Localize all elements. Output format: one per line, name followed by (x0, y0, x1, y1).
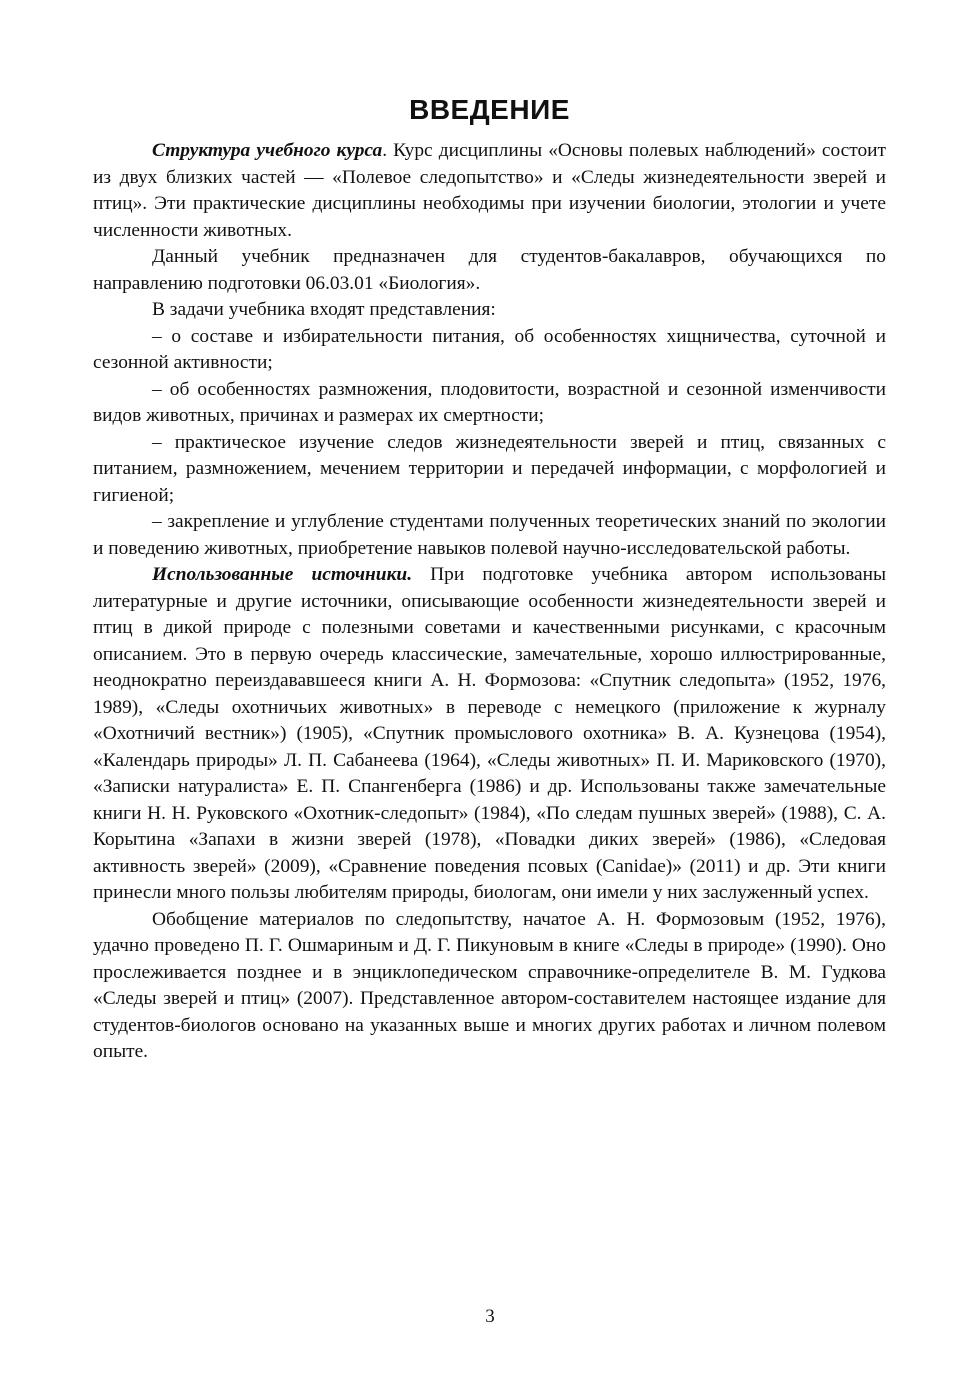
page-title: ВВЕДЕНИЕ (409, 94, 570, 125)
list-item: – практическое изучение следов жизнедеятельности зверей и птиц, связанных с питанием, размножением, мечением территории и передачей информации, с морфологией и гигиеной; (93, 431, 886, 506)
list-item: – об особенностях размножения, плодовитости, возрастной и сезонной изменчивости видов животных, причинах и размерах их смертности; (93, 378, 886, 426)
document-page (93, 0, 892, 1066)
paragraph-lead: Использованные источники. (152, 564, 413, 585)
document-body (93, 138, 886, 1066)
paragraph-course-structure (93, 138, 886, 244)
list-item: – закрепление и углубление студентами полученных теоретических знаний по экологии и поведению животных, приобретение навыков полевой научно-исследовательской работы. (93, 511, 886, 559)
paragraph-tasks-intro: В задачи учебника входят представления: (152, 299, 496, 320)
paragraph-generalization: Обобщение материалов по следопытству, начатое А. Н. Формозовым (1952, 1976), удачно проведено П. Г. Ошмариным и Д. Г. Пикуновым в книге «Следы в природе» (1990). Оно прослеживается позднее и в энциклопедическом справочнике-определителе В. М. Гудкова «Следы зверей и птиц» (2007). Представленное автором-составителем настоящее издание для студентов-биологов основано на указанных выше и многих других работах и личном полевом опыте. (93, 908, 886, 1062)
paragraph-text: . Курс дисциплины «Основы полевых наблюдений» состоит из двух близких частей — «Полевое следопытство» и «Следы жизнедеятельности зверей и птиц». Эти практические дисциплины необходимы при изучении биологии, этологии и учете численности животных. (93, 140, 886, 241)
paragraph-sources (93, 562, 886, 907)
page-number: 3 (485, 1306, 495, 1327)
paragraph-audience: Данный учебник предназначен для студентов-бакалавров, обучающихся по направлению подготовки 06.03.01 «Биология». (93, 246, 886, 294)
list-item: – о составе и избирательности питания, об особенностях хищничества, суточной и сезонной активности; (93, 325, 886, 373)
paragraph-lead: Структура учебного курса (152, 140, 383, 161)
paragraph-text: При подготовке учебника автором использованы литературные и другие источники, описывающие особенности жизнедеятельности зверей и птиц в дикой природе с полезными советами и качественными рисунками, с красочным описанием. Это в первую очередь классические, замечательные, хорошо иллюстрированные, неоднократно переиздававшееся книги А. Н. Формозова: «Спутник следопыта» (1952, 1976, 1989), «Следы охотничьих животных» в переводе с немецкого (приложение к журналу «Охотничий вестник») (1905), «Спутник промыслового охотника» В. А. Кузнецова (1954), «Календарь природы» Л. П. Сабанеева (1964), «Следы животных» П. И. Мариковского (1970), «Записки натуралиста» Е. П. Спангенберга (1986) и др. Использованы также замечательные книги Н. Н. Руковского «Охотник-следопыт» (1984), «По следам пушных зверей» (1988), С. А. Корытина «Запахи в жизни зверей (1978), «Повадки диких зверей» (1986), «Следовая активность зверей» (2009), «Сравнение поведения псовых (Canidae)» (2011) и др. Эти книги принесли много пользы любителям природы, биологам, они имели у них заслуженный успех. (93, 564, 886, 903)
